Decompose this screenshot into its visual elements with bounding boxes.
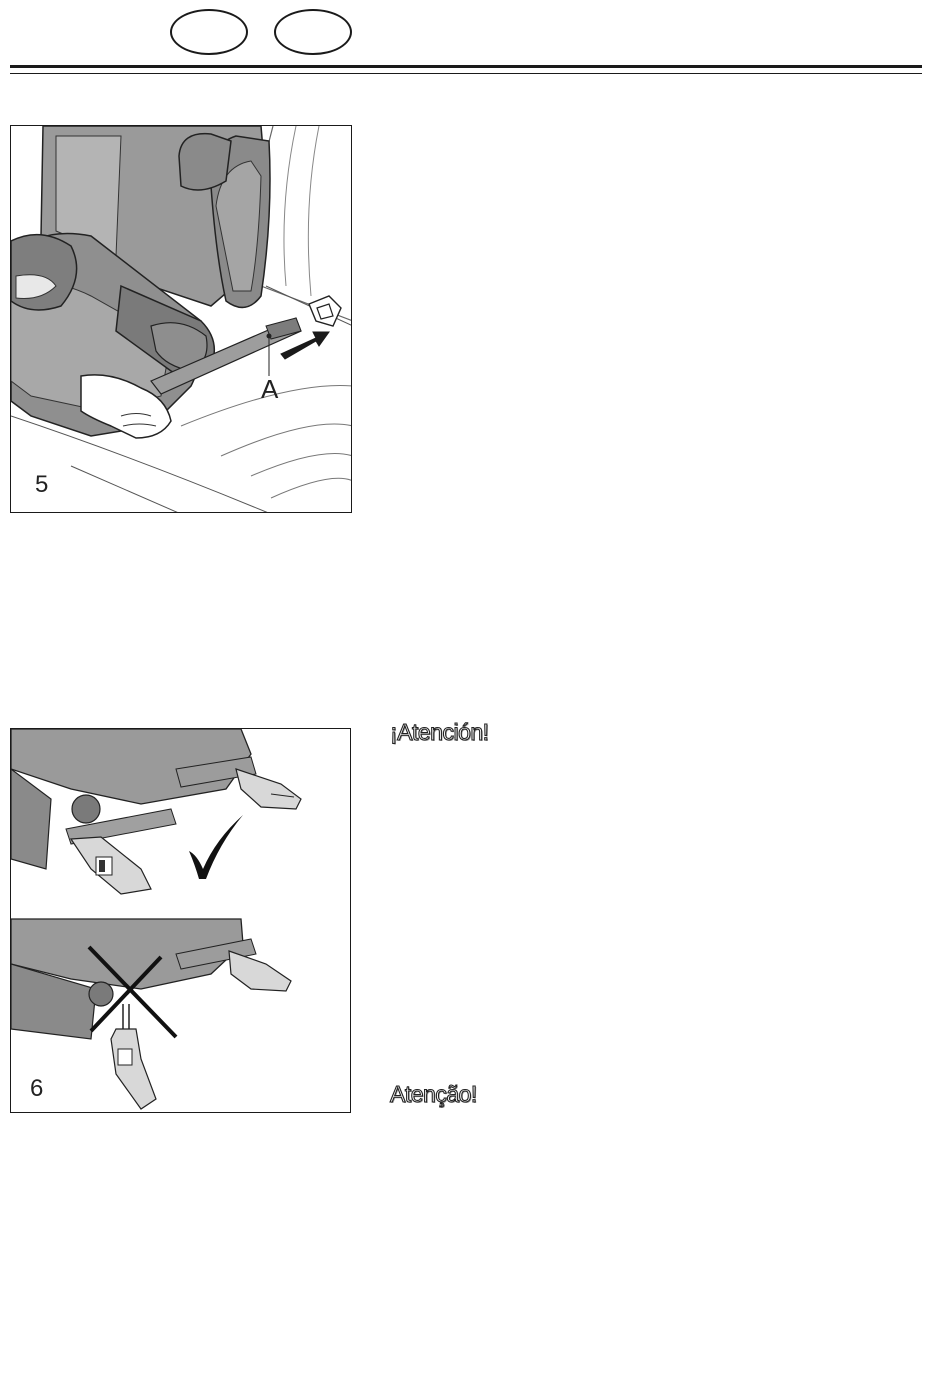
check-mark-icon (189, 815, 243, 879)
figure-5-illustration (11, 126, 352, 513)
callout-label-a: A (261, 374, 279, 404)
figure-6 (10, 728, 351, 1113)
figure-5 (10, 125, 352, 513)
language-badge-1 (170, 9, 248, 55)
language-badge-2 (274, 9, 352, 55)
section-heading-portuguese: Atenção! (390, 1081, 477, 1107)
header-rule-thin (10, 73, 922, 74)
figure-number: 5 (35, 471, 49, 498)
figure-6-illustration (11, 729, 351, 1113)
header-rule-thick (10, 65, 922, 68)
figure-number: 6 (30, 1075, 44, 1102)
section-heading-spanish: ¡Atención! (390, 719, 489, 745)
